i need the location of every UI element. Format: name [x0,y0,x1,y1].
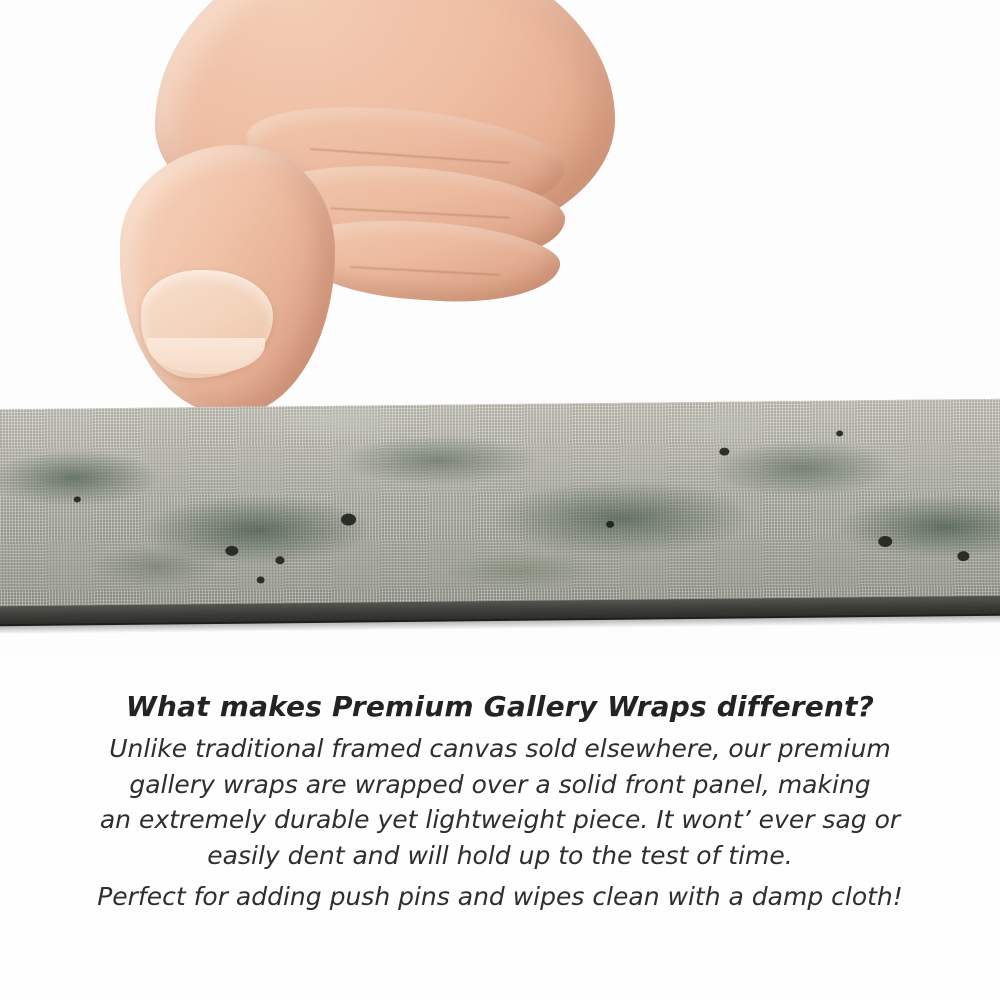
caption-line-1: Unlike traditional framed canvas sold elsewhere, our premium [109,734,891,763]
canvas-speck [878,536,892,547]
caption-block [0,690,1000,915]
gallery-wrap-edge [0,399,1000,635]
canvas-speck [836,430,843,436]
canvas-speck [74,496,81,502]
caption-line-4: easily dent and will hold up to the test of time. [207,840,793,870]
hand-pressing-canvas [95,0,615,440]
caption-closing-line: Perfect for adding push pins and wipes clean with a damp cloth! [97,882,903,911]
canvas-speck [275,556,284,564]
canvas-speck [606,521,614,528]
canvas-speck [957,551,969,561]
caption-heading: What makes Premium Gallery Wraps different? [125,690,875,723]
canvas-speck [257,576,265,583]
caption-line-2: gallery wraps are wrapped over a solid front panel, making [129,769,871,799]
canvas-speck [341,514,356,526]
caption-line-3: an extremely durable yet lightweight piece. It wont’ ever sag or [99,805,901,834]
canvas-speck [225,546,238,556]
canvas-speck [719,448,729,456]
canvas-print-surface [0,399,1000,609]
